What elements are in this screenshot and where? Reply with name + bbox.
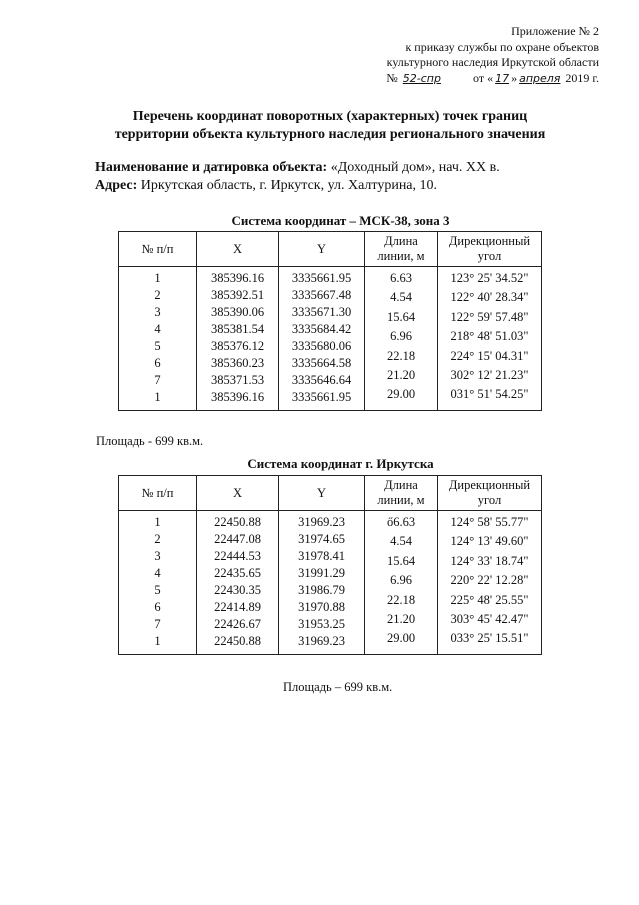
order-month: апреля (519, 71, 561, 85)
table-cell: 5 (154, 583, 161, 597)
object-name-value: «Доходный дом», нач. XX в. (330, 160, 500, 175)
title-line-1: Перечень координат поворотных (характерных) точек границ (132, 109, 528, 124)
table-cell: 4.54 (390, 290, 412, 305)
table-cell: 1 (154, 634, 161, 648)
angle-column (438, 511, 542, 655)
table-cell: 22435.65 (214, 566, 261, 580)
document-title (80, 108, 580, 144)
col-header-length: Длина линии, м (365, 476, 438, 511)
num-column (119, 267, 197, 411)
table-cell: 29.00 (386, 631, 416, 646)
order-number: 52-спр (402, 71, 441, 85)
table-cell: 31969.23 (298, 515, 345, 529)
appendix-header (386, 24, 599, 86)
angle-column (438, 267, 542, 411)
object-name-row (95, 159, 500, 177)
table-cell: 385381.54 (210, 322, 265, 336)
x-column (197, 511, 279, 655)
table-cell: 21.20 (386, 611, 416, 626)
table-cell: 124° 33' 18.74" (450, 553, 529, 568)
table-cell: 122° 40' 28.34" (450, 290, 529, 305)
col-header-angle: Дирекционный угол (438, 476, 542, 511)
table-cell: 123° 25' 34.52" (450, 271, 529, 285)
table-cell: 033° 25' 15.51" (450, 631, 529, 646)
table-cell: 31974.65 (298, 532, 345, 546)
table-cell: 385396.16 (210, 390, 265, 404)
table-cell: 3335684.42 (291, 322, 352, 336)
table-cell: 6 (154, 600, 161, 614)
table-cell: 6.96 (390, 329, 412, 344)
table-cell: 31953.25 (298, 617, 345, 631)
table-cell: 29.00 (386, 387, 416, 402)
table-cell: 22447.08 (214, 532, 261, 546)
table-cell: 385360.23 (210, 356, 265, 370)
col-header-num: № п/п (119, 232, 197, 267)
object-info (95, 159, 500, 195)
date-mid: » (511, 70, 518, 85)
col-header-y: Y (279, 232, 365, 267)
table-cell: 22430.35 (214, 583, 261, 597)
table2-area: Площадь – 699 кв.м. (283, 680, 393, 694)
table-cell: 385396.16 (210, 271, 265, 285)
table-cell: 6.96 (390, 573, 412, 588)
table-cell: 7 (154, 617, 161, 631)
title-line-2: территории объекта культурного наследия регионального значения (114, 127, 546, 142)
table-cell: 1 (154, 271, 161, 285)
table-cell: 4.54 (390, 534, 412, 549)
table-cell: 4 (154, 322, 161, 336)
table-cell: 385376.12 (210, 339, 265, 353)
table-cell: 220° 22' 12.28" (450, 573, 529, 588)
table-cell: 3335646.64 (291, 373, 352, 387)
table-cell: 124° 58' 55.77" (450, 515, 529, 529)
table-cell: 225° 48' 25.55" (450, 592, 529, 607)
table-cell: 22444.53 (214, 549, 261, 563)
x-column (197, 267, 279, 411)
table-cell: 7 (154, 373, 161, 387)
col-header-length: Длина линии, м (365, 232, 438, 267)
table-cell: 22450.88 (214, 634, 261, 648)
table-cell: 6.63 (390, 271, 412, 285)
table-cell: 15.64 (386, 309, 416, 324)
table-cell: 22414.89 (214, 600, 261, 614)
coords-table-msk38 (118, 231, 542, 411)
table-cell: 31969.23 (298, 634, 345, 648)
table-cell: 22.18 (386, 348, 416, 363)
table-cell: 4 (154, 566, 161, 580)
table-cell: 1 (154, 515, 161, 529)
object-name-label: Наименование и датировка объекта: (95, 160, 328, 175)
table-cell: 3 (154, 549, 161, 563)
table-cell: 3335661.95 (291, 271, 352, 285)
col-header-angle: Дирекционный угол (438, 232, 542, 267)
order-year: 2019 г. (565, 70, 599, 85)
table2-caption: Система координат г. Иркутска (247, 456, 434, 471)
table-cell: 385371.53 (210, 373, 265, 387)
length-column (365, 511, 438, 655)
number-prefix: № (386, 70, 398, 85)
table-cell: 1 (154, 390, 161, 404)
table-cell: 3335661.95 (291, 390, 352, 404)
col-header-x: X (197, 232, 279, 267)
object-address-row (95, 177, 500, 195)
table-cell: 3 (154, 305, 161, 319)
table-cell: 15.64 (386, 553, 416, 568)
table-cell: 031° 51' 54.25" (450, 387, 529, 402)
col-header-x: X (197, 476, 279, 511)
appendix-authority-line: культурного наследия Иркутской области (386, 55, 599, 69)
table-cell: 22.18 (386, 592, 416, 607)
table-cell: 3335680.06 (291, 339, 352, 353)
table-cell: 6 (154, 356, 161, 370)
table-cell: 218° 48' 51.03" (450, 329, 529, 344)
table-cell: 31986.79 (298, 583, 345, 597)
table-cell: 31978.41 (298, 549, 345, 563)
table-cell: 2 (154, 288, 161, 302)
table-cell: 122° 59' 57.48" (450, 309, 529, 324)
table-cell: 21.20 (386, 367, 416, 382)
table-cell: 22426.67 (214, 617, 261, 631)
date-prefix: от « (472, 70, 494, 85)
object-address-label: Адрес: (95, 178, 138, 193)
num-column (119, 511, 197, 655)
col-header-y: Y (279, 476, 365, 511)
table-cell: 5 (154, 339, 161, 353)
table-cell: 124° 13' 49.60" (450, 534, 529, 549)
table-cell: 303° 45' 42.47" (450, 611, 529, 626)
table-cell: 385392.51 (210, 288, 265, 302)
y-column (279, 511, 365, 655)
table1-area: Площадь - 699 кв.м. (96, 434, 204, 448)
table-cell: 302° 12' 21.23" (450, 367, 529, 382)
table-cell: 22450.88 (214, 515, 261, 529)
y-column (279, 267, 365, 411)
table-cell: 31970.88 (298, 600, 345, 614)
coords-table-irkutsk (118, 475, 542, 655)
table-cell: 3335667.48 (291, 288, 352, 302)
table-cell: 31991.29 (298, 566, 345, 580)
table-cell: ő6.63 (386, 515, 416, 529)
col-header-num: № п/п (119, 476, 197, 511)
table-cell: 3335671.30 (291, 305, 352, 319)
table-cell: 224° 15' 04.31" (450, 348, 529, 363)
appendix-title: Приложение № 2 (511, 24, 599, 38)
table-cell: 3335664.58 (291, 356, 352, 370)
appendix-order-line: к приказу службы по охране объектов (405, 39, 599, 54)
table-cell: 2 (154, 532, 161, 546)
appendix-number-date (386, 71, 599, 87)
object-address-value: Иркутская область, г. Иркутск, ул. Халтурина, 10. (140, 178, 438, 193)
table1-caption: Система координат – МСК-38, зона 3 (231, 213, 450, 228)
length-column (365, 267, 438, 411)
order-day: 17 (495, 71, 510, 85)
table-cell: 385390.06 (210, 305, 265, 319)
